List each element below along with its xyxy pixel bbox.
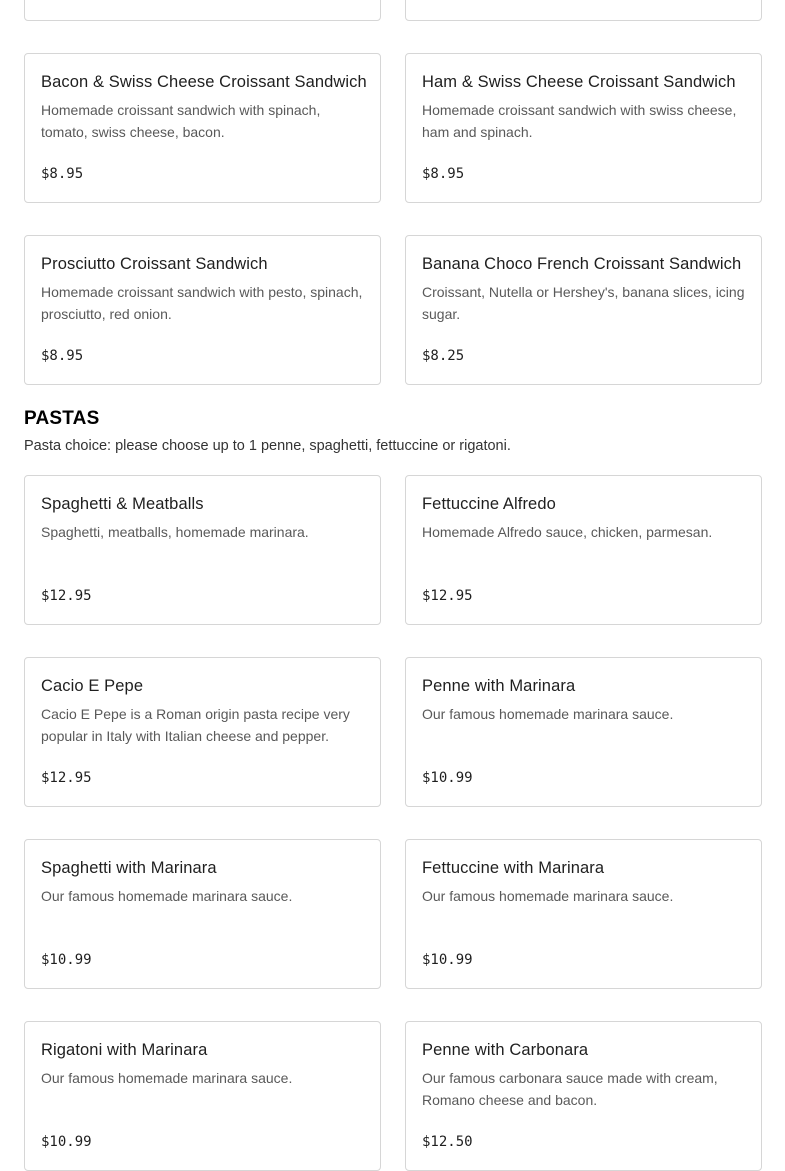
item-description: Cacio E Pepe is a Roman origin pasta recipe very popular in Italy with Italian cheese and pepper. xyxy=(41,706,350,744)
menu-item-card[interactable] xyxy=(24,657,381,807)
menu-item-card[interactable] xyxy=(24,1021,381,1171)
item-description: Our famous homemade marinara sauce. xyxy=(422,706,674,722)
item-price: $8.25 xyxy=(422,348,465,364)
item-price: $8.95 xyxy=(41,348,84,364)
item-name: Banana Choco French Croissant Sandwich xyxy=(422,255,742,273)
menu-item-card[interactable] xyxy=(24,53,381,203)
item-price: $10.99 xyxy=(41,952,92,968)
item-name: Ham & Swiss Cheese Croissant Sandwich xyxy=(422,73,736,91)
item-name: Rigatoni with Marinara xyxy=(41,1041,208,1059)
item-description: Croissant, Nutella or Hershey's, banana slices, icing sugar. xyxy=(422,284,745,322)
menu-item-card[interactable] xyxy=(24,235,381,385)
item-description: Our famous carbonara sauce made with cream, Romano cheese and bacon. xyxy=(422,1070,718,1108)
item-description: Spaghetti, meatballs, homemade marinara. xyxy=(41,524,309,540)
item-price: $10.99 xyxy=(41,1134,92,1150)
item-description: Homemade croissant sandwich with pesto, spinach, prosciutto, red onion. xyxy=(41,284,363,322)
item-price: $10.99 xyxy=(422,952,473,968)
item-name: Spaghetti with Marinara xyxy=(41,859,217,877)
menu-item-card[interactable] xyxy=(405,839,762,989)
item-name: Fettuccine Alfredo xyxy=(422,495,556,513)
item-description: Homemade croissant sandwich with swiss cheese, ham and spinach. xyxy=(422,102,737,140)
menu-item-card[interactable] xyxy=(405,235,762,385)
item-description: Our famous homemade marinara sauce. xyxy=(422,888,674,904)
item-name: Penne with Carbonara xyxy=(422,1041,589,1059)
menu-item-card[interactable] xyxy=(405,657,762,807)
menu-item-card[interactable] xyxy=(405,0,762,21)
item-price: $12.95 xyxy=(41,588,92,604)
section-title-pastas: PASTAS xyxy=(24,408,100,429)
item-name: Penne with Marinara xyxy=(422,677,576,695)
item-description: Our famous homemade marinara sauce. xyxy=(41,888,293,904)
item-price: $12.50 xyxy=(422,1134,473,1150)
item-description: Homemade croissant sandwich with spinach, tomato, swiss cheese, bacon. xyxy=(41,102,321,140)
menu-item-card[interactable] xyxy=(24,839,381,989)
item-price: $10.99 xyxy=(422,770,473,786)
menu-item-card[interactable] xyxy=(24,0,381,21)
item-description: Our famous homemade marinara sauce. xyxy=(41,1070,293,1086)
item-price: $8.95 xyxy=(422,166,465,182)
menu-item-card[interactable] xyxy=(24,475,381,625)
item-name: Spaghetti & Meatballs xyxy=(41,495,204,513)
item-price: $12.95 xyxy=(422,588,473,604)
item-name: Cacio E Pepe xyxy=(41,677,144,695)
item-name: Bacon & Swiss Cheese Croissant Sandwich xyxy=(41,73,367,91)
section-note: Pasta choice: please choose up to 1 penne, spaghetti, fettuccine or rigatoni. xyxy=(24,438,511,454)
menu-item-card[interactable] xyxy=(405,1021,762,1171)
item-price: $12.95 xyxy=(41,770,92,786)
item-description: Homemade Alfredo sauce, chicken, parmesan. xyxy=(422,524,713,540)
menu-item-card[interactable] xyxy=(405,53,762,203)
menu-item-card[interactable] xyxy=(405,475,762,625)
item-price: $8.95 xyxy=(41,166,84,182)
item-name: Fettuccine with Marinara xyxy=(422,859,605,877)
item-name: Prosciutto Croissant Sandwich xyxy=(41,255,268,273)
